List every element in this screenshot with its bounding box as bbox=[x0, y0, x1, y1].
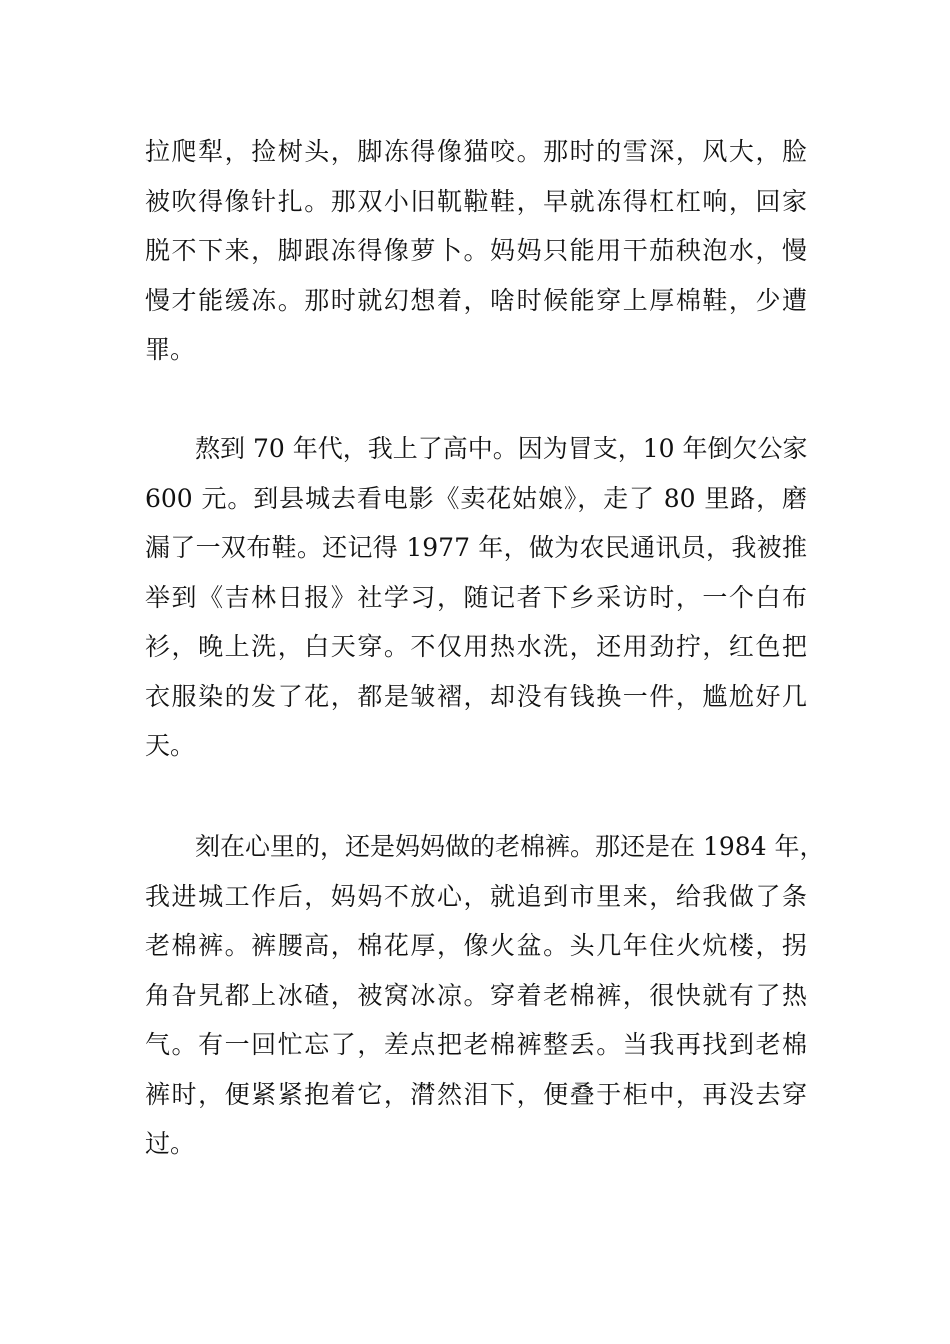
paragraph-3 bbox=[145, 822, 825, 1169]
paragraph-1-line-2: 被吹得像针扎。那双小旧靰鞡鞋，早就冻得杠杠响，回家 bbox=[145, 186, 807, 216]
paragraph-3-line-3: 老棉裤。裤腰高，棉花厚，像火盆。头几年住火炕楼，拐 bbox=[145, 931, 807, 960]
paragraph-2-line-5: 衫，晚上洗，白天穿。不仅用热水洗，还用劲拧，红色把 bbox=[145, 632, 807, 661]
paragraph-3-line-6: 裤时，便紧紧抱着它，潸然泪下，便叠于柜中，再没去穿 bbox=[145, 1079, 807, 1109]
paragraph-2-line-3: 漏了一双布鞋。还记得 1977 年，做为农民通讯员，我被推 bbox=[145, 533, 807, 562]
paragraph-3-line-2: 我进城工作后，妈妈不放心，就追到市里来，给我做了条 bbox=[145, 881, 807, 911]
paragraph-2-line-1: 熬到 70 年代，我上了高中。因为冒支，10 年倒欠公家 bbox=[195, 434, 808, 463]
paragraph-1-line-3: 脱不下来，脚跟冻得像萝卜。妈妈只能用干茄秧泡水，慢 bbox=[145, 236, 807, 265]
paragraph-2-line-7: 天。 bbox=[145, 731, 196, 760]
paragraph-2-line-6: 衣服染的发了花，都是皱褶，却没有钱换一件，尴尬好几 bbox=[145, 681, 807, 711]
paragraph-1-line-5: 罪。 bbox=[145, 335, 196, 364]
paragraph-1-line-1: 拉爬犁，捡树头，脚冻得像猫咬。那时的雪深，风大，脸 bbox=[145, 137, 807, 166]
paragraph-3-line-7: 过。 bbox=[145, 1129, 196, 1158]
paragraph-3-line-5: 气。有一回忙忘了，差点把老棉裤整丢。当我再找到老棉 bbox=[145, 1030, 807, 1059]
paragraph-3-line-1: 刻在心里的，还是妈妈做的老棉裤。那还是在 1984 年， bbox=[195, 832, 825, 861]
paragraph-2-line-4: 举到《吉林日报》社学习，随记者下乡采访时，一个白布 bbox=[145, 582, 807, 612]
paragraph-2-line-2: 600 元。到县城去看电影《卖花姑娘》，走了 80 里路，磨 bbox=[145, 483, 807, 513]
paragraph-2 bbox=[145, 424, 807, 771]
paragraph-1 bbox=[145, 127, 807, 375]
paragraph-1-line-4: 慢才能缓冻。那时就幻想着，啥时候能穿上厚棉鞋，少遭 bbox=[145, 285, 807, 315]
paragraph-3-line-4: 角旮旯都上冰碴，被窝冰凉。穿着老棉裤，很快就有了热 bbox=[145, 980, 807, 1010]
